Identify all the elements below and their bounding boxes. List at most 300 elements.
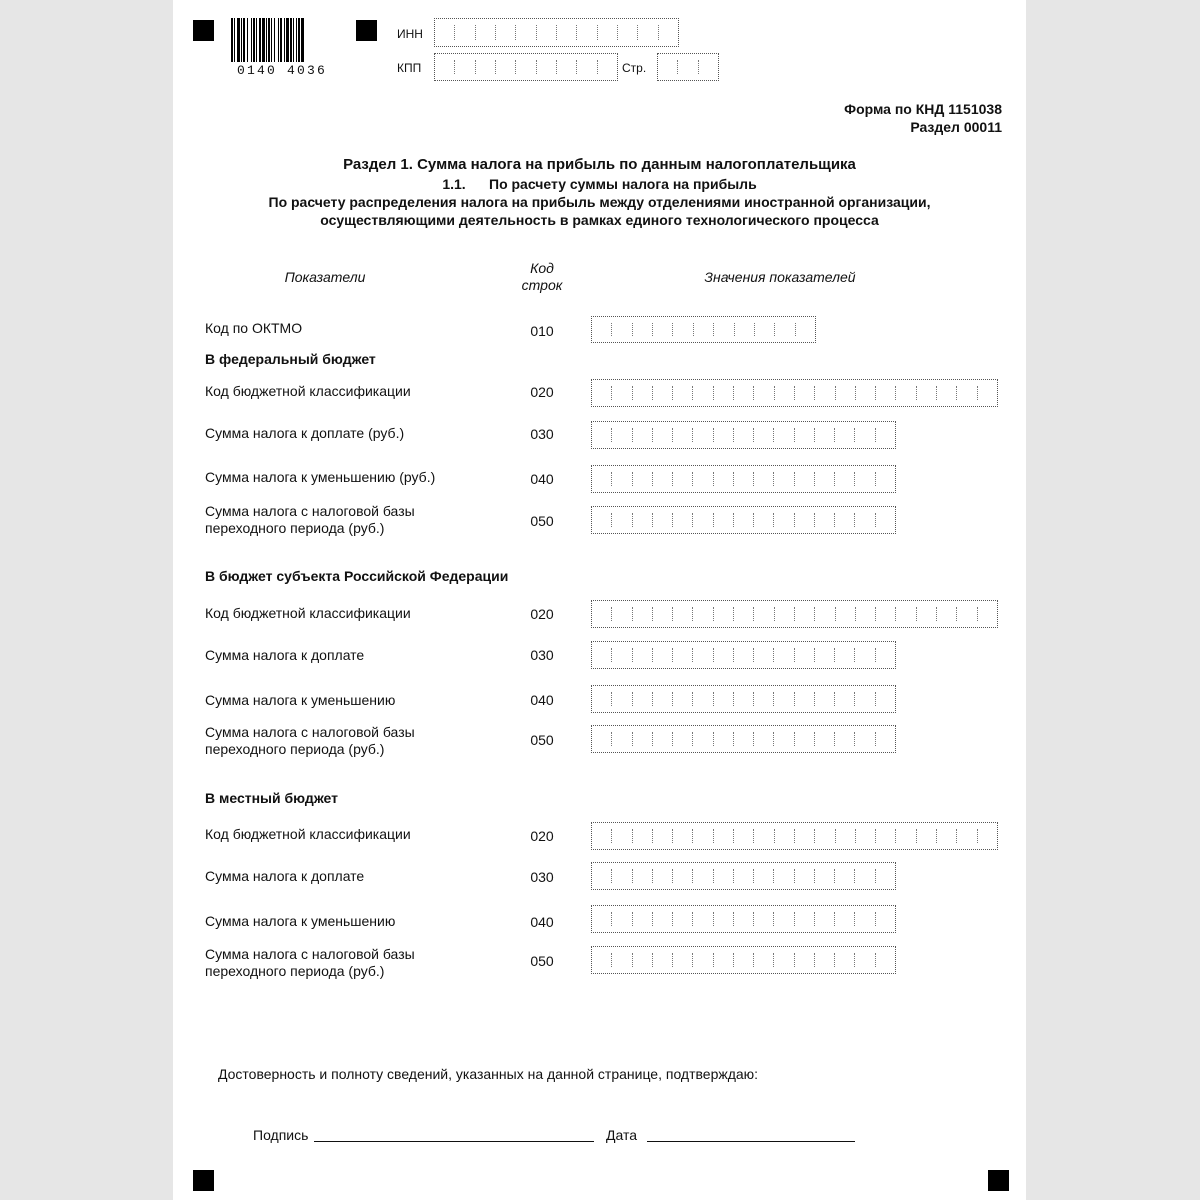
row-label-line-1: Сумма налога с налоговой базы xyxy=(205,503,415,519)
barcode-bar xyxy=(296,18,297,62)
character-cell[interactable] xyxy=(815,386,835,400)
character-cell[interactable] xyxy=(537,25,557,40)
character-cell[interactable] xyxy=(754,607,774,621)
row-label: Сумма налога к уменьшению (руб.) xyxy=(205,469,436,485)
character-cell[interactable] xyxy=(876,648,895,662)
character-cell[interactable] xyxy=(855,428,875,442)
character-cell[interactable] xyxy=(612,732,632,746)
character-cell[interactable] xyxy=(754,513,774,527)
row-code: 030 xyxy=(530,426,554,442)
character-cell[interactable] xyxy=(937,386,957,400)
row-code: 050 xyxy=(530,732,554,748)
character-cell[interactable] xyxy=(612,692,632,706)
character-cell[interactable] xyxy=(496,60,516,74)
character-cell[interactable] xyxy=(896,386,916,400)
kpp-field[interactable] xyxy=(434,53,618,81)
character-cell[interactable] xyxy=(775,607,795,621)
character-cell[interactable] xyxy=(435,25,455,40)
character-cell[interactable] xyxy=(876,732,895,746)
row-label: Код бюджетной классификации xyxy=(205,383,411,399)
character-cell[interactable] xyxy=(714,692,734,706)
character-cell[interactable] xyxy=(754,953,774,967)
character-cell[interactable] xyxy=(978,386,997,400)
character-cell[interactable] xyxy=(633,732,653,746)
character-cell[interactable] xyxy=(815,912,835,926)
character-cell[interactable] xyxy=(774,648,794,662)
inn-label: ИНН xyxy=(397,27,423,41)
character-cell[interactable] xyxy=(755,323,775,336)
regional-reduction-field[interactable] xyxy=(591,685,896,713)
barcode-bar xyxy=(231,18,233,62)
barcode-bar xyxy=(266,18,267,62)
character-cell[interactable] xyxy=(896,607,916,621)
character-cell[interactable] xyxy=(835,912,855,926)
character-cell[interactable] xyxy=(476,25,496,40)
character-cell[interactable] xyxy=(714,648,734,662)
character-cell[interactable] xyxy=(796,323,815,336)
character-cell[interactable] xyxy=(734,692,754,706)
federal-kbk-field[interactable] xyxy=(591,379,998,407)
character-cell[interactable] xyxy=(633,869,653,883)
character-cell[interactable] xyxy=(754,472,774,486)
character-cell[interactable] xyxy=(693,607,713,621)
character-cell[interactable] xyxy=(633,323,653,336)
regional-kbk-field[interactable] xyxy=(591,600,998,628)
character-cell[interactable] xyxy=(734,428,754,442)
row-code: 040 xyxy=(530,914,554,930)
character-cell[interactable] xyxy=(815,692,835,706)
character-cell[interactable] xyxy=(612,829,632,843)
character-cell[interactable] xyxy=(714,953,734,967)
character-cell[interactable] xyxy=(516,25,536,40)
character-cell[interactable] xyxy=(653,732,673,746)
character-cell[interactable] xyxy=(876,513,895,527)
character-cell[interactable] xyxy=(693,472,713,486)
character-cell[interactable] xyxy=(714,869,734,883)
character-cell[interactable] xyxy=(835,732,855,746)
barcode-bar xyxy=(234,18,235,62)
character-cell[interactable] xyxy=(653,323,673,336)
row-code: 050 xyxy=(530,953,554,969)
character-cell[interactable] xyxy=(557,60,577,74)
character-cell[interactable] xyxy=(496,25,516,40)
character-cell[interactable] xyxy=(653,692,673,706)
character-cell[interactable] xyxy=(678,60,698,74)
character-cell[interactable] xyxy=(694,323,714,336)
character-cell[interactable] xyxy=(673,732,693,746)
character-cell[interactable] xyxy=(673,386,693,400)
character-cell[interactable] xyxy=(577,25,597,40)
character-cell[interactable] xyxy=(774,732,794,746)
character-cell[interactable] xyxy=(673,428,693,442)
character-cell[interactable] xyxy=(598,60,617,74)
character-cell[interactable] xyxy=(734,869,754,883)
character-cell[interactable] xyxy=(795,513,815,527)
form-knd-code: Форма по КНД 1151038 xyxy=(844,101,1002,117)
date-line[interactable] xyxy=(647,1141,855,1142)
character-cell[interactable] xyxy=(855,513,875,527)
character-cell[interactable] xyxy=(734,912,754,926)
character-cell[interactable] xyxy=(795,829,815,843)
character-cell[interactable] xyxy=(876,692,895,706)
character-cell[interactable] xyxy=(735,323,755,336)
barcode-bar xyxy=(253,18,255,62)
character-cell[interactable] xyxy=(876,953,895,967)
regional-transition-field[interactable] xyxy=(591,725,896,753)
character-cell[interactable] xyxy=(917,829,937,843)
character-cell[interactable] xyxy=(734,607,754,621)
barcode-bar xyxy=(243,18,245,62)
character-cell[interactable] xyxy=(835,692,855,706)
character-cell[interactable] xyxy=(612,472,632,486)
character-cell[interactable] xyxy=(734,472,754,486)
character-cell[interactable] xyxy=(537,60,557,74)
character-cell[interactable] xyxy=(937,829,957,843)
character-cell[interactable] xyxy=(693,912,713,926)
local-transition-field[interactable] xyxy=(591,946,896,974)
character-cell[interactable] xyxy=(876,428,895,442)
character-cell[interactable] xyxy=(592,607,612,621)
character-cell[interactable] xyxy=(592,472,612,486)
character-cell[interactable] xyxy=(592,386,612,400)
local-payable-field[interactable] xyxy=(591,862,896,890)
character-cell[interactable] xyxy=(612,386,632,400)
character-cell[interactable] xyxy=(835,953,855,967)
character-cell[interactable] xyxy=(815,869,835,883)
row-label-line-2: переходного периода (руб.) xyxy=(205,520,385,536)
character-cell[interactable] xyxy=(734,953,754,967)
character-cell[interactable] xyxy=(734,732,754,746)
character-cell[interactable] xyxy=(435,60,455,74)
character-cell[interactable] xyxy=(714,732,734,746)
character-cell[interactable] xyxy=(957,607,977,621)
character-cell[interactable] xyxy=(836,607,856,621)
character-cell[interactable] xyxy=(455,25,475,40)
character-cell[interactable] xyxy=(612,648,632,662)
character-cell[interactable] xyxy=(592,912,612,926)
row-label: Сумма налога к уменьшению xyxy=(205,913,396,929)
character-cell[interactable] xyxy=(795,648,815,662)
character-cell[interactable] xyxy=(754,829,774,843)
character-cell[interactable] xyxy=(815,953,835,967)
signature-label: Подпись xyxy=(253,1127,309,1143)
character-cell[interactable] xyxy=(795,472,815,486)
character-cell[interactable] xyxy=(795,953,815,967)
character-cell[interactable] xyxy=(673,912,693,926)
row-code: 020 xyxy=(530,828,554,844)
row-label-line-1: Сумма налога с налоговой базы xyxy=(205,946,415,962)
character-cell[interactable] xyxy=(855,869,875,883)
character-cell[interactable] xyxy=(516,60,536,74)
character-cell[interactable] xyxy=(592,428,612,442)
inn-field[interactable] xyxy=(434,18,679,47)
character-cell[interactable] xyxy=(673,869,693,883)
character-cell[interactable] xyxy=(633,912,653,926)
character-cell[interactable] xyxy=(795,869,815,883)
character-cell[interactable] xyxy=(633,607,653,621)
section-title-regional: В бюджет субъекта Российской Федерации xyxy=(205,568,509,584)
character-cell[interactable] xyxy=(815,648,835,662)
character-cell[interactable] xyxy=(633,428,653,442)
character-cell[interactable] xyxy=(775,386,795,400)
barcode-bar xyxy=(268,18,270,62)
federal-transition-field[interactable] xyxy=(591,506,896,534)
character-cell[interactable] xyxy=(855,732,875,746)
character-cell[interactable] xyxy=(653,428,673,442)
character-cell[interactable] xyxy=(714,829,734,843)
character-cell[interactable] xyxy=(835,648,855,662)
top-left-marker xyxy=(193,20,214,41)
character-cell[interactable] xyxy=(734,386,754,400)
character-cell[interactable] xyxy=(633,648,653,662)
barcode-bar xyxy=(290,18,292,62)
character-cell[interactable] xyxy=(754,732,774,746)
character-cell[interactable] xyxy=(714,472,734,486)
character-cell[interactable] xyxy=(795,607,815,621)
character-cell[interactable] xyxy=(693,869,713,883)
character-cell[interactable] xyxy=(633,692,653,706)
row-code: 030 xyxy=(530,647,554,663)
character-cell[interactable] xyxy=(836,386,856,400)
character-cell[interactable] xyxy=(673,953,693,967)
character-cell[interactable] xyxy=(612,513,632,527)
character-cell[interactable] xyxy=(957,386,977,400)
character-cell[interactable] xyxy=(633,513,653,527)
character-cell[interactable] xyxy=(876,472,895,486)
character-cell[interactable] xyxy=(638,25,658,40)
character-cell[interactable] xyxy=(855,953,875,967)
character-cell[interactable] xyxy=(754,912,774,926)
character-cell[interactable] xyxy=(734,829,754,843)
character-cell[interactable] xyxy=(876,607,896,621)
barcode-bar xyxy=(247,18,248,62)
character-cell[interactable] xyxy=(592,953,612,967)
character-cell[interactable] xyxy=(774,513,794,527)
character-cell[interactable] xyxy=(937,607,957,621)
character-cell[interactable] xyxy=(653,912,673,926)
character-cell[interactable] xyxy=(693,953,713,967)
character-cell[interactable] xyxy=(876,912,895,926)
character-cell[interactable] xyxy=(714,513,734,527)
character-cell[interactable] xyxy=(653,472,673,486)
character-cell[interactable] xyxy=(855,912,875,926)
character-cell[interactable] xyxy=(795,732,815,746)
character-cell[interactable] xyxy=(673,692,693,706)
character-cell[interactable] xyxy=(612,869,632,883)
character-cell[interactable] xyxy=(592,648,612,662)
character-cell[interactable] xyxy=(754,869,774,883)
character-cell[interactable] xyxy=(612,323,632,336)
character-cell[interactable] xyxy=(592,829,612,843)
character-cell[interactable] xyxy=(633,472,653,486)
page-number-label: Стр. xyxy=(622,61,647,75)
page-number-field[interactable] xyxy=(657,53,719,81)
kpp-label: КПП xyxy=(397,61,422,75)
local-reduction-field[interactable] xyxy=(591,905,896,933)
character-cell[interactable] xyxy=(455,60,475,74)
character-cell[interactable] xyxy=(835,428,855,442)
character-cell[interactable] xyxy=(774,953,794,967)
row-code: 040 xyxy=(530,692,554,708)
character-cell[interactable] xyxy=(795,692,815,706)
barcode-bar xyxy=(298,18,300,62)
character-cell[interactable] xyxy=(815,829,835,843)
federal-reduction-field[interactable] xyxy=(591,465,896,493)
column-header-values: Значения показателей xyxy=(704,269,856,285)
character-cell[interactable] xyxy=(795,912,815,926)
character-cell[interactable] xyxy=(775,323,795,336)
character-cell[interactable] xyxy=(836,829,856,843)
character-cell[interactable] xyxy=(754,386,774,400)
character-cell[interactable] xyxy=(856,607,876,621)
barcode-bar xyxy=(237,18,240,62)
character-cell[interactable] xyxy=(754,648,774,662)
barcode-bar xyxy=(259,18,261,62)
character-cell[interactable] xyxy=(876,386,896,400)
character-cell[interactable] xyxy=(815,607,835,621)
character-cell[interactable] xyxy=(592,732,612,746)
character-cell[interactable] xyxy=(978,607,997,621)
character-cell[interactable] xyxy=(592,869,612,883)
character-cell[interactable] xyxy=(658,60,678,74)
character-cell[interactable] xyxy=(577,60,597,74)
federal-payable-field[interactable] xyxy=(591,421,896,449)
character-cell[interactable] xyxy=(774,912,794,926)
character-cell[interactable] xyxy=(917,607,937,621)
barcode-number: 0140 4036 xyxy=(237,63,328,78)
character-cell[interactable] xyxy=(835,869,855,883)
row-label-line-2: переходного периода (руб.) xyxy=(205,741,385,757)
character-cell[interactable] xyxy=(557,25,577,40)
barcode-bar xyxy=(251,18,252,62)
barcode-bar xyxy=(256,18,257,62)
character-cell[interactable] xyxy=(653,829,673,843)
character-cell[interactable] xyxy=(673,323,693,336)
subsection-title: 1.1. По расчету суммы налога на прибыль xyxy=(442,176,757,192)
character-cell[interactable] xyxy=(876,829,896,843)
character-cell[interactable] xyxy=(673,472,693,486)
character-cell[interactable] xyxy=(693,386,713,400)
row-label: Сумма налога к доплате xyxy=(205,868,365,884)
character-cell[interactable] xyxy=(598,25,618,40)
character-cell[interactable] xyxy=(754,692,774,706)
character-cell[interactable] xyxy=(476,60,496,74)
character-cell[interactable] xyxy=(815,732,835,746)
character-cell[interactable] xyxy=(856,829,876,843)
character-cell[interactable] xyxy=(855,648,875,662)
character-cell[interactable] xyxy=(714,912,734,926)
character-cell[interactable] xyxy=(774,428,794,442)
signature-line[interactable] xyxy=(314,1141,594,1142)
character-cell[interactable] xyxy=(592,323,612,336)
character-cell[interactable] xyxy=(754,428,774,442)
character-cell[interactable] xyxy=(633,829,653,843)
character-cell[interactable] xyxy=(734,648,754,662)
character-cell[interactable] xyxy=(795,428,815,442)
character-cell[interactable] xyxy=(714,607,734,621)
character-cell[interactable] xyxy=(835,513,855,527)
character-cell[interactable] xyxy=(774,472,794,486)
character-cell[interactable] xyxy=(659,25,678,40)
character-cell[interactable] xyxy=(693,692,713,706)
character-cell[interactable] xyxy=(618,25,638,40)
character-cell[interactable] xyxy=(714,323,734,336)
column-header-indicators: Показатели xyxy=(284,269,366,285)
character-cell[interactable] xyxy=(815,472,835,486)
character-cell[interactable] xyxy=(653,607,673,621)
character-cell[interactable] xyxy=(673,829,693,843)
character-cell[interactable] xyxy=(815,513,835,527)
character-cell[interactable] xyxy=(876,869,895,883)
character-cell[interactable] xyxy=(653,869,673,883)
character-cell[interactable] xyxy=(714,386,734,400)
section-title-local: В местный бюджет xyxy=(205,790,339,806)
character-cell[interactable] xyxy=(957,829,977,843)
character-cell[interactable] xyxy=(815,428,835,442)
character-cell[interactable] xyxy=(774,692,794,706)
character-cell[interactable] xyxy=(774,869,794,883)
character-cell[interactable] xyxy=(653,648,673,662)
barcode-bar xyxy=(262,18,265,62)
row-code: 020 xyxy=(530,606,554,622)
character-cell[interactable] xyxy=(653,513,673,527)
bottom-left-marker xyxy=(193,1170,214,1191)
character-cell[interactable] xyxy=(693,732,713,746)
character-cell[interactable] xyxy=(896,829,916,843)
character-cell[interactable] xyxy=(612,428,632,442)
character-cell[interactable] xyxy=(917,386,937,400)
character-cell[interactable] xyxy=(693,513,713,527)
regional-payable-field[interactable] xyxy=(591,641,896,669)
character-cell[interactable] xyxy=(835,472,855,486)
character-cell[interactable] xyxy=(693,428,713,442)
date-label: Дата xyxy=(606,1127,638,1143)
oktmo-field[interactable] xyxy=(591,316,816,343)
character-cell[interactable] xyxy=(633,386,653,400)
character-cell[interactable] xyxy=(612,953,632,967)
barcode-bar xyxy=(280,18,282,62)
character-cell[interactable] xyxy=(612,607,632,621)
local-kbk-field[interactable] xyxy=(591,822,998,850)
character-cell[interactable] xyxy=(856,386,876,400)
character-cell[interactable] xyxy=(699,60,718,74)
subtitle-line-1: По расчету распределения налога на прибыль между отделениями иностранной организации, xyxy=(268,194,931,210)
character-cell[interactable] xyxy=(653,386,673,400)
character-cell[interactable] xyxy=(795,386,815,400)
character-cell[interactable] xyxy=(734,513,754,527)
character-cell[interactable] xyxy=(714,428,734,442)
character-cell[interactable] xyxy=(775,829,795,843)
character-cell[interactable] xyxy=(855,692,875,706)
row-code: 030 xyxy=(530,869,554,885)
character-cell[interactable] xyxy=(693,648,713,662)
character-cell[interactable] xyxy=(633,953,653,967)
barcode-bar xyxy=(278,18,279,62)
character-cell[interactable] xyxy=(592,513,612,527)
character-cell[interactable] xyxy=(653,953,673,967)
character-cell[interactable] xyxy=(673,513,693,527)
row-label: Сумма налога к доплате xyxy=(205,647,365,663)
character-cell[interactable] xyxy=(612,912,632,926)
row-label: Сумма налога к доплате (руб.) xyxy=(205,425,405,441)
page-title: Раздел 1. Сумма налога на прибыль по данным налогоплательщика xyxy=(343,156,856,173)
character-cell[interactable] xyxy=(978,829,997,843)
character-cell[interactable] xyxy=(855,472,875,486)
character-cell[interactable] xyxy=(673,648,693,662)
character-cell[interactable] xyxy=(592,692,612,706)
character-cell[interactable] xyxy=(693,829,713,843)
character-cell[interactable] xyxy=(673,607,693,621)
